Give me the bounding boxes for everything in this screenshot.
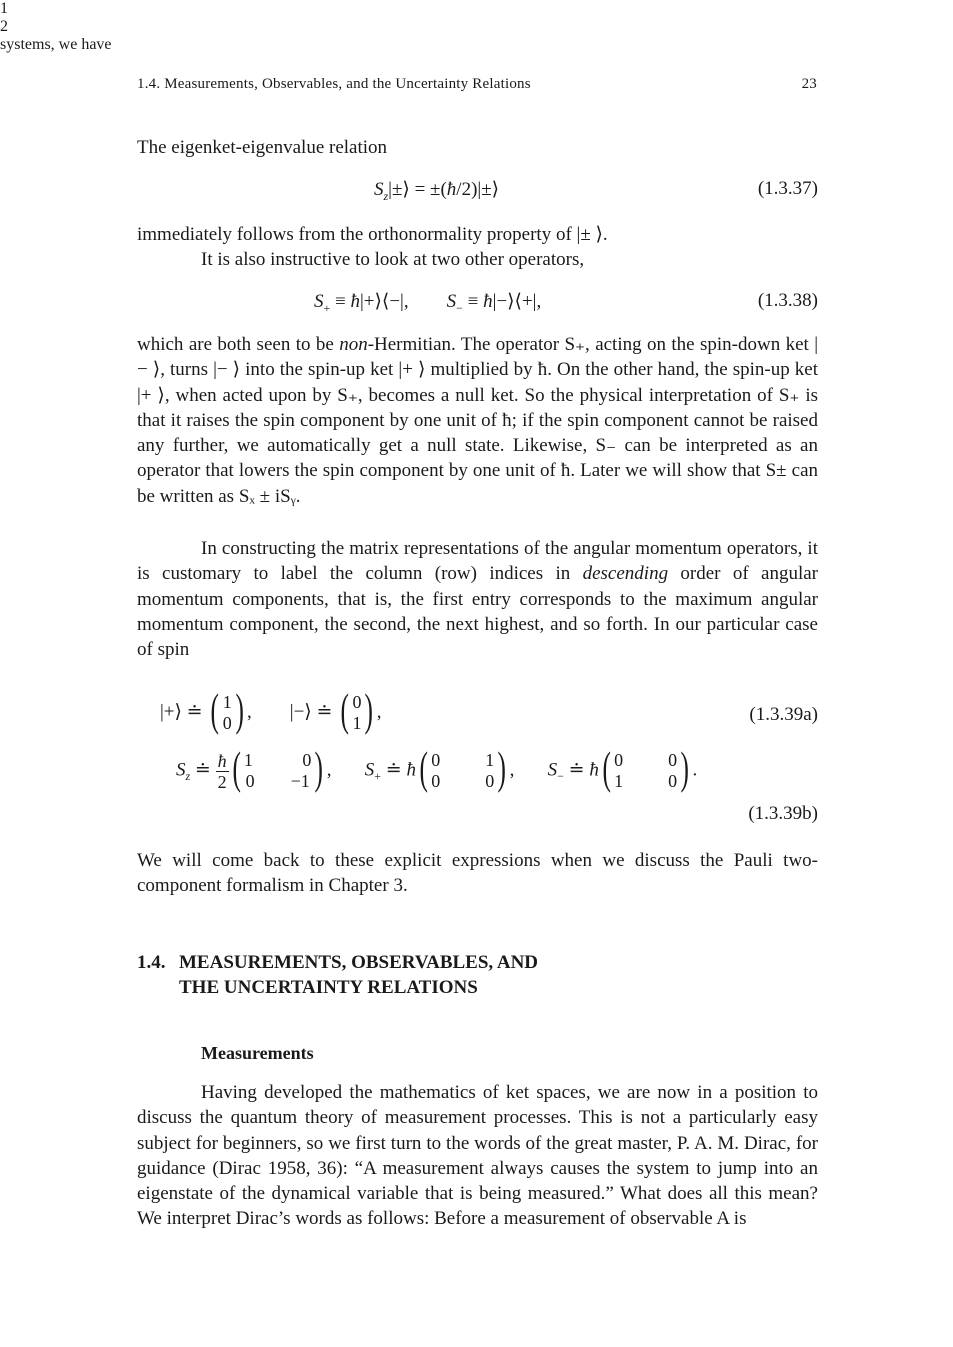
paragraph-measurements: Having developed the mathematics of ket spaces, we are now in a position to discuss the quantum theory of measurement processes. This is not a particularly easy subject for beginners, so we first turn to the words of the great master, P. A. M. Dirac, for guidance (Dirac 1958, 36): “A measurement always causes the system to jump into an eigenstate of the dynamical variable that is being measured.” What does all this mean? We interpret Dirac’s words as follows: Before a measurement of observable A is [137, 1082, 818, 1230]
equation-number: (1.3.38) [757, 290, 818, 311]
paragraph-operators: It is also instructive to look at two other operators, [201, 249, 585, 270]
book-page: 1.4. Measurements, Observables, and the Uncertainty Relations 23 The eigenket-eigenvalue relation $S_z|\pm⟩$ = ±(ħ/2)|±⟩ (1.3.37) immediately follows from the orthonormality property of |± ⟩. It is also instructive to look at two other operators, $S_+$ ≡ ħ|+⟩⟨−|, $S_-$ ≡ ħ|−⟩⟨+|, (1.3.38) which are both seen to be non-Hermitian. The operator S₊, acting on the spin-down ket |− ⟩, turns |− ⟩ into the spin-up ket |+ ⟩ multiplied by ħ. On the other hand, the spin-up ket |+ ⟩, when acted upon by S₊, becomes a null ket. So the physical interpretation of S₊ is that it raises the spin component by one unit of ħ; if the spin component cannot be raised any further, we automatically get a null state. Likewise, S₋ can be interpreted as an operator that lowers the spin component by one unit of ħ. Later we will show that S± can be written as Sₓ ± iSᵧ. In constructing the matrix representations of the angular momentum operators, it is customary to label the column (row) indices in descending order of angular momentum components, that is, the first entry corresponds to the maximum angular momentum component, the second, the next highest, and so forth. In our particular case of spin 1 2 systems, we have |+⟩ ≐ ( 1 0) , |−⟩ ≐ ( 0 1) , (1.3.39a) $S_z$ ≐ $\frac{ħ}{2}$ ( 1 0 0 −1 ) , $S_+$ ≐ ħ( 0 1 0 0) , $S_-$ ≐ ħ( 0 0 1 0) . (1.3.39b) We will come back to these explicit expressions when we discuss the Pauli two-component formalism in Chapter 3. 1.4. MEASUREMENTS, OBSERVABLES, AND THE UNCERTAINTY RELATIONS Measurements Having developed the mathematics of ket spaces, we are now in a position to discuss the quantum theory of measurement processes. This is not a particularly easy subject for beginners, so we first turn to the words of the great master, P. A. M. Dirac, for guidance (Dirac 1958, 36): “A measurement always causes the system to jump into an eigenstate of the dynamical variable that is being measured.” What does all this mean? We interpret Dirac’s words as follows: Before a measurement of observable A is [0, 0, 953, 1347]
equation-number: (1.3.37) [757, 178, 818, 199]
paragraph-pauli: We will come back to these explicit expressions when we discuss the Pauli two-component formalism in Chapter 3. [137, 850, 818, 897]
equation-number: (1.3.39b) [748, 803, 818, 824]
paragraph-intro: The eigenket-eigenvalue relation [137, 137, 388, 158]
section-heading: 1.4. MEASUREMENTS, OBSERVABLES, AND THE UNCERTAINTY RELATIONS [137, 952, 539, 998]
paragraph-orthonormality: immediately follows from the orthonormality property of |± ⟩. [137, 224, 608, 245]
equation-1-3-38: $S_+$ ≡ ħ|+⟩⟨−|, $S_-$ ≡ ħ|−⟩⟨+|, [314, 291, 542, 315]
equation-1-3-37: $S_z|\pm⟩$ = ±(ħ/2)|±⟩ [374, 179, 500, 203]
subsection-heading: Measurements [201, 1043, 314, 1063]
paragraph-raising-lowering: which are both seen to be non-Hermitian. The operator S₊, acting on the spin-down ket |− ⟩, turns |− ⟩ into the spin-up ket |+ ⟩ multiplied by ħ. On the other hand, the spin-up ket |+ ⟩, when acted upon by S₊, becomes a null ket. So the physical interpretation of S₊ is that it raises the spin component by one unit of ħ; if the spin component cannot be raised any further, we automatically get a null state. Likewise, S₋ can be interpreted as an operator that lowers the spin component by one unit of ħ. Later we will show that S± can be written as Sₓ ± iSᵧ. [137, 334, 818, 507]
equation-1-3-39a: |+⟩ ≐ ( 1 0) , |−⟩ ≐ ( 0 1) , [160, 684, 382, 735]
paragraph-matrix-representation: In constructing the matrix representations of the angular momentum operators, it is customary to label the column (row) indices in descending order of angular momentum components, that is, the first entry corresponds to the maximum angular momentum component, the second, the next highest, and so forth. In our particular case of spin [137, 538, 818, 661]
equation-number: (1.3.39a) [749, 704, 818, 725]
running-title: 1.4. Measurements, Observables, and the Uncertainty Relations [137, 76, 531, 92]
equation-1-3-39b: $S_z$ ≐ $\frac{ħ}{2}$ ( 1 0 0 −1 ) , $S_+$ ≐ ħ( 0 1 0 0) , $S_-$ ≐ ħ( 0 0 1 0) . [176, 742, 698, 793]
page-number: 23 [801, 76, 817, 92]
running-head [137, 76, 817, 93]
